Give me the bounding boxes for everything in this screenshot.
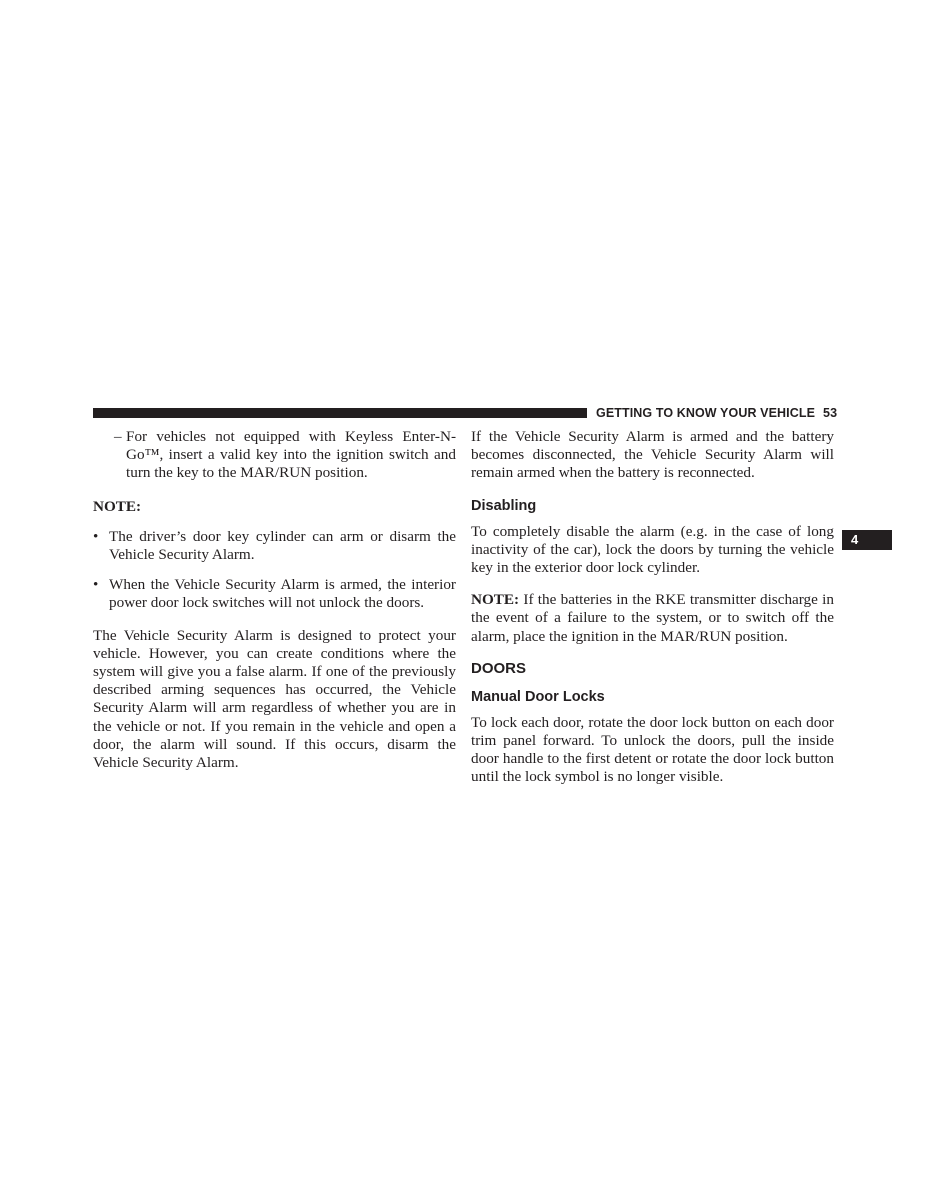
alarm-paragraph: The Vehicle Security Alarm is designed to protect your vehicle. However, you can create conditions where the system will give you a false alarm. If one of the previously described arming sequences has occurred, the Vehicle Security Alarm will arm regardless of whether you are in the vehicle or not. If you remain in the vehicle and open a door, the alarm will sound. If this occurs, disarm the Vehicle Security Alarm. (93, 626, 456, 772)
header-rule (93, 408, 587, 418)
bullet-item (93, 528, 456, 564)
bullet-text: The driver’s door key cylinder can arm or disarm the Vehicle Security Alarm. (109, 527, 456, 564)
left-column (93, 428, 456, 772)
chapter-tab (842, 530, 892, 550)
dash-item-text: For vehicles not equipped with Keyless Enter-N-Go™, insert a valid key into the ignition switch and turn the key to the MAR/RUN position. (126, 428, 456, 482)
dash-marker: – (114, 428, 122, 445)
intro-paragraph: If the Vehicle Security Alarm is armed and the battery becomes disconnected, the Vehicle Security Alarm will remain armed when the battery is reconnected. (471, 428, 834, 482)
note-label: NOTE: (471, 591, 520, 609)
note-paragraph (471, 591, 834, 646)
dash-list-item (93, 428, 456, 483)
bullet-marker: • (93, 576, 99, 594)
doors-heading: DOORS (471, 659, 527, 677)
note-text: If the batteries in the RKE transmitter discharge in the event of a failure to the system, or to switch off the alarm, place the ignition in the MAR/RUN position. (471, 591, 834, 645)
running-header (596, 404, 836, 422)
bullet-item (93, 576, 456, 612)
disabling-heading: Disabling (471, 497, 537, 514)
bullet-marker: • (93, 527, 99, 545)
page-number: 53 (823, 406, 838, 420)
manual-door-locks-paragraph: To lock each door, rotate the door lock button on each door trim panel forward. To unlock the doors, pull the inside door handle to the first detent or rotate the door lock button until the lock symbol is no longer visible. (471, 713, 834, 786)
right-column (471, 428, 834, 787)
note-label: NOTE: (93, 497, 142, 515)
section-title: GETTING TO KNOW YOUR VEHICLE (596, 406, 816, 420)
bullet-text: When the Vehicle Security Alarm is armed, the interior power door lock switches will not unlock the doors. (109, 576, 456, 612)
manual-door-locks-heading: Manual Door Locks (471, 688, 605, 705)
disabling-paragraph: To completely disable the alarm (e.g. in the case of long inactivity of the car), lock the doors by turning the vehicle key in the exterior door lock cylinder. (471, 522, 834, 577)
chapter-number: 4 (851, 532, 859, 547)
